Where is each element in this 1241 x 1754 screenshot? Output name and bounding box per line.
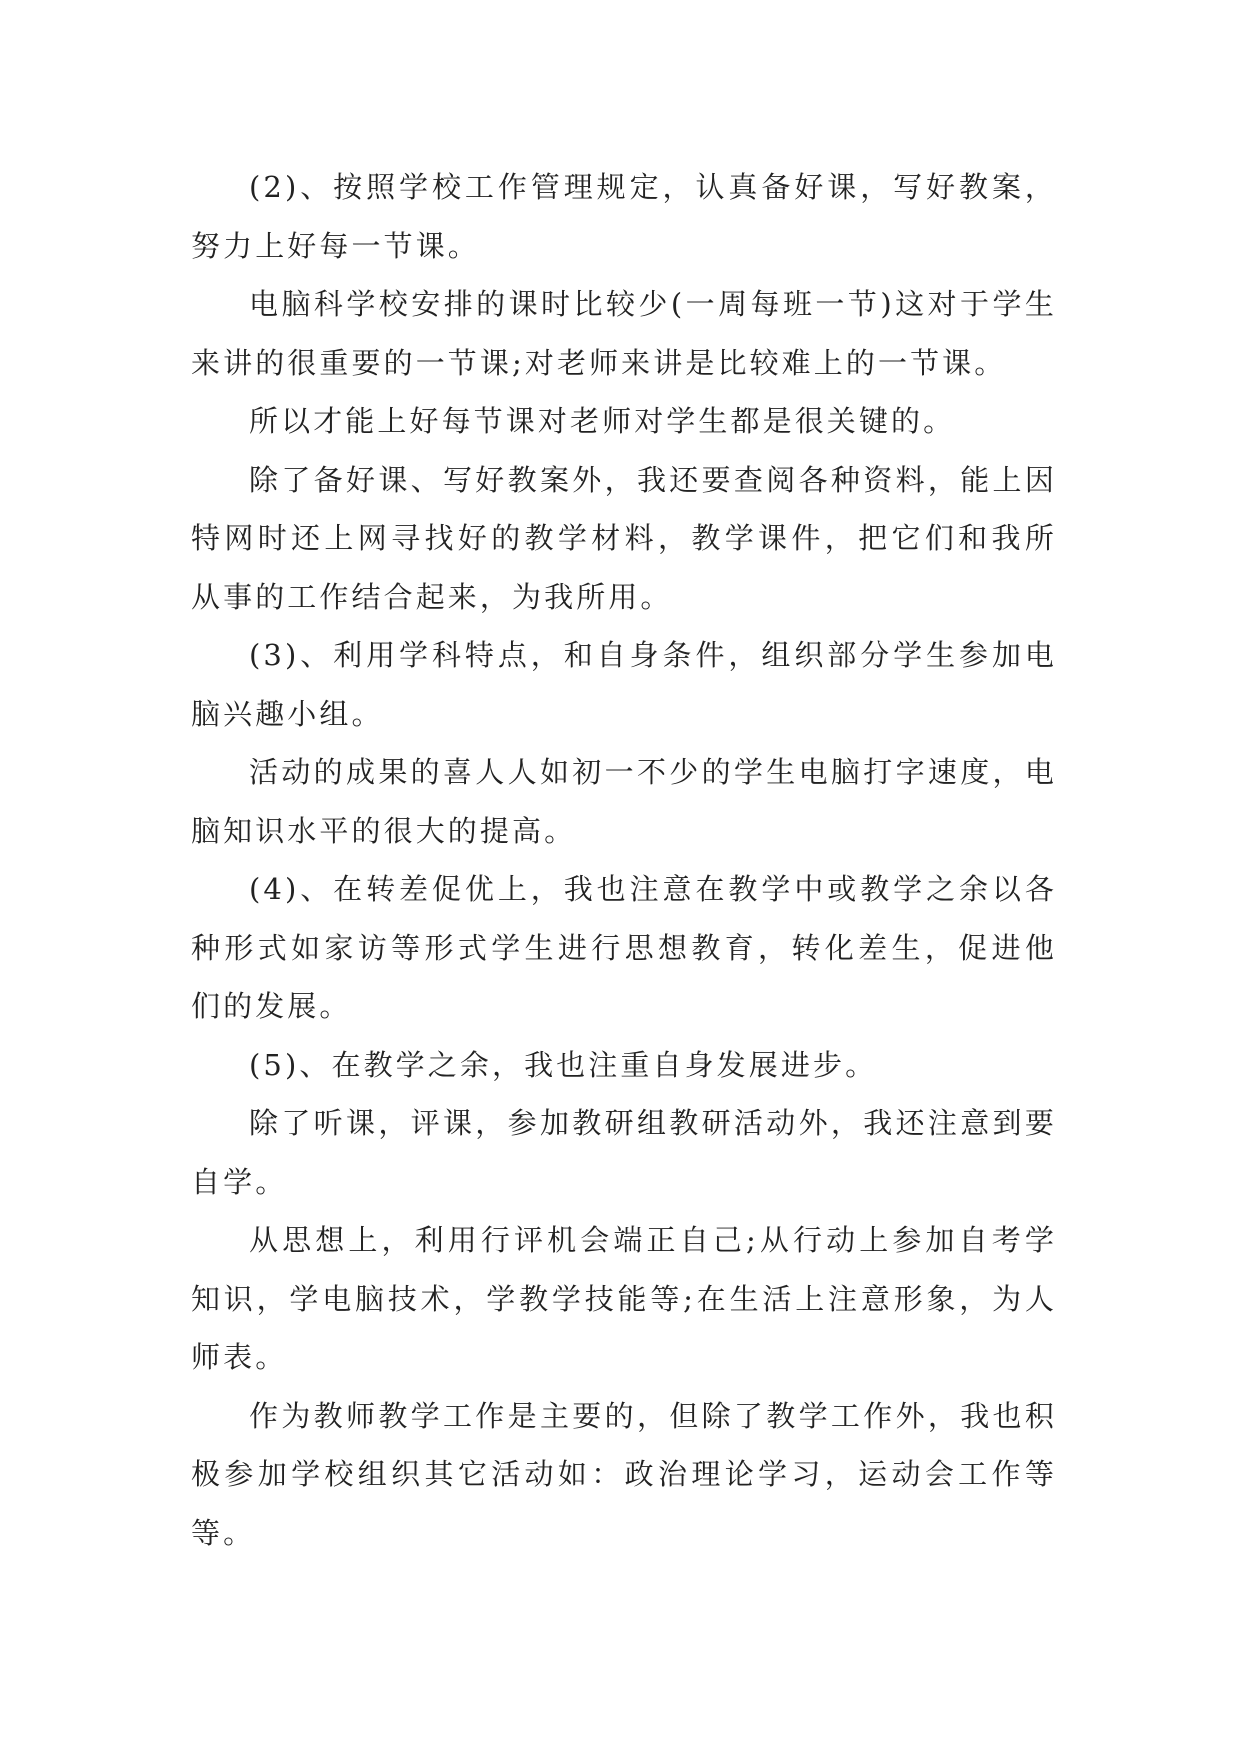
paragraph-1: (2)、按照学校工作管理规定，认真备好课，写好教案，努力上好每一节课。 [191,170,1057,263]
paragraph-2: 电脑科学校安排的课时比较少(一周每班一节)这对于学生来讲的很重要的一节课;对老师来讲是比较难上的一节课。 [191,287,1057,380]
paragraph-9: 除了听课，评课，参加教研组教研活动外，我还注意到要自学。 [191,1106,1057,1199]
paragraph-7: (4)、在转差促优上，我也注意在教学中或教学之余以各种形式如家访等形式学生进行思想教育，转化差生，促进他们的发展。 [191,872,1057,1023]
paragraph-4: 除了备好课、写好教案外，我还要查阅各种资料，能上因特网时还上网寻找好的教学材料，教学课件，把它们和我所从事的工作结合起来，为我所用。 [191,462,1057,614]
paragraph-3: 所以才能上好每节课对老师对学生都是很关键的。 [249,404,956,438]
paragraph-5: (3)、利用学科特点，和自身条件，组织部分学生参加电脑兴趣小组。 [191,638,1057,731]
paragraph-8: (5)、在教学之余，我也注重自身发展进步。 [249,1047,878,1082]
paragraph-10: 从思想上，利用行评机会端正自己;从行动上参加自考学知识，学电脑技术，学教学技能等;在生活上注意形象，为人师表。 [191,1223,1057,1374]
document-body [191,158,1057,1562]
paragraph-11: 作为教师教学工作是主要的，但除了教学工作外，我也积极参加学校组织其它活动如：政治理论学习，运动会工作等等。 [191,1398,1057,1550]
paragraph-6: 活动的成果的喜人人如初一不少的学生电脑打字速度，电脑知识水平的很大的提高。 [191,755,1057,848]
